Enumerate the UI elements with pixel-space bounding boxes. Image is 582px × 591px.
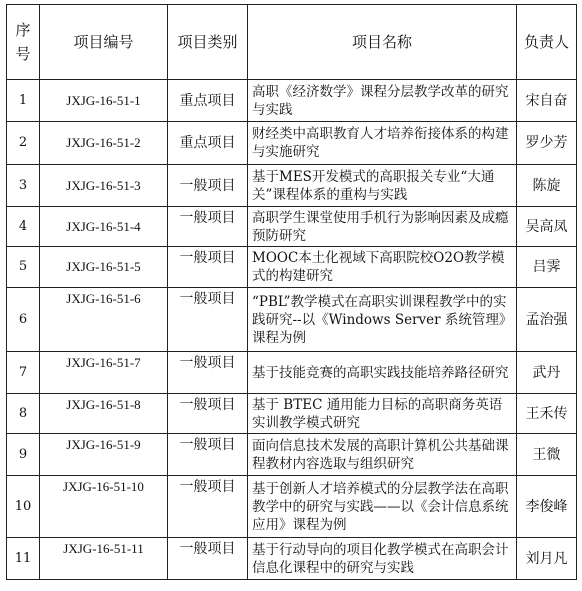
row-number: 11 (7, 538, 40, 580)
project-name: 基于 BTEC 通用能力目标的高职商务英语实训教学模式研究 (248, 394, 517, 434)
project-code: JXJG-16-51-2 (40, 122, 168, 165)
table-row (7, 394, 577, 434)
project-code: JXJG-16-51-9 (40, 434, 168, 476)
project-code: JXJG-16-51-8 (40, 394, 168, 434)
table-row (7, 80, 577, 122)
header-owner: 负责人 (517, 5, 577, 80)
table-row (7, 538, 577, 580)
project-code: JXJG-16-51-11 (40, 538, 168, 580)
project-owner: 宋自奋 (517, 80, 577, 122)
project-category: 一般项目 (168, 538, 248, 580)
project-code: JXJG-16-51-10 (40, 476, 168, 538)
project-category: 一般项目 (168, 165, 248, 207)
project-category: 重点项目 (168, 80, 248, 122)
project-category: 重点项目 (168, 122, 248, 165)
project-code: JXJG-16-51-5 (40, 247, 168, 288)
project-name: 高职《经济数学》课程分层教学改革的研究与实践 (248, 80, 517, 122)
header-number-line1: 序 (15, 21, 31, 39)
project-name: 基于MES开发模式的高职报关专业“大通关”课程体系的重构与实践 (248, 165, 517, 207)
header-row (7, 5, 577, 80)
header-name: 项目名称 (248, 5, 517, 80)
table-row (7, 165, 577, 207)
project-name: MOOC本土化视域下高职院校O2O教学模式的构建研究 (248, 247, 517, 288)
header-code: 项目编号 (40, 5, 168, 80)
project-code: JXJG-16-51-4 (40, 207, 168, 247)
table-row (7, 247, 577, 288)
project-name: 面向信息技术发展的高职计算机公共基础课程教材内容选取与组织研究 (248, 434, 517, 476)
project-owner: 吕霁 (517, 247, 577, 288)
project-code: JXJG-16-51-7 (40, 352, 168, 394)
project-name: “PBL”教学模式在高职实训课程教学中的实践研究--以《Windows Server 系统管理》课程为例 (248, 288, 517, 352)
project-name: 基于行动导向的项目化教学模式在高职会计信息化课程中的研究与实践 (248, 538, 517, 580)
project-category: 一般项目 (168, 434, 248, 476)
row-number: 4 (7, 207, 40, 247)
project-owner: 王禾传 (517, 394, 577, 434)
row-number: 3 (7, 165, 40, 207)
project-category: 一般项目 (168, 352, 248, 394)
project-code: JXJG-16-51-1 (40, 80, 168, 122)
header-number-line2: 号 (15, 45, 31, 63)
project-table (6, 4, 577, 580)
project-owner: 王微 (517, 434, 577, 476)
project-owner: 吴高凤 (517, 207, 577, 247)
project-owner: 孟治强 (517, 288, 577, 352)
project-name: 财经类中高职教育人才培养衔接体系的构建与实施研究 (248, 122, 517, 165)
row-number: 8 (7, 394, 40, 434)
header-number (7, 5, 40, 80)
project-owner: 刘月凡 (517, 538, 577, 580)
project-category: 一般项目 (168, 247, 248, 288)
row-number: 10 (7, 476, 40, 538)
row-number: 6 (7, 288, 40, 352)
project-owner: 陈旋 (517, 165, 577, 207)
project-name: 基于创新人才培养模式的分层教学法在高职教学中的研究与实践——以《会计信息系统应用》课程为例 (248, 476, 517, 538)
project-code: JXJG-16-51-6 (40, 288, 168, 352)
table-row (7, 476, 577, 538)
table-row (7, 207, 577, 247)
project-name: 高职学生课堂使用手机行为影响因素及成瘾预防研究 (248, 207, 517, 247)
row-number: 5 (7, 247, 40, 288)
row-number: 1 (7, 80, 40, 122)
project-owner: 武丹 (517, 352, 577, 394)
table-row (7, 434, 577, 476)
project-category: 一般项目 (168, 394, 248, 434)
header-category: 项目类别 (168, 5, 248, 80)
table-row (7, 352, 577, 394)
project-owner: 罗少芳 (517, 122, 577, 165)
row-number: 7 (7, 352, 40, 394)
row-number: 2 (7, 122, 40, 165)
project-category: 一般项目 (168, 288, 248, 352)
project-name: 基于技能竞赛的高职实践技能培养路径研究 (248, 352, 517, 394)
row-number: 9 (7, 434, 40, 476)
table-row (7, 288, 577, 352)
table-row (7, 122, 577, 165)
project-code: JXJG-16-51-3 (40, 165, 168, 207)
project-category: 一般项目 (168, 207, 248, 247)
project-owner: 李俊峰 (517, 476, 577, 538)
project-category: 一般项目 (168, 476, 248, 538)
